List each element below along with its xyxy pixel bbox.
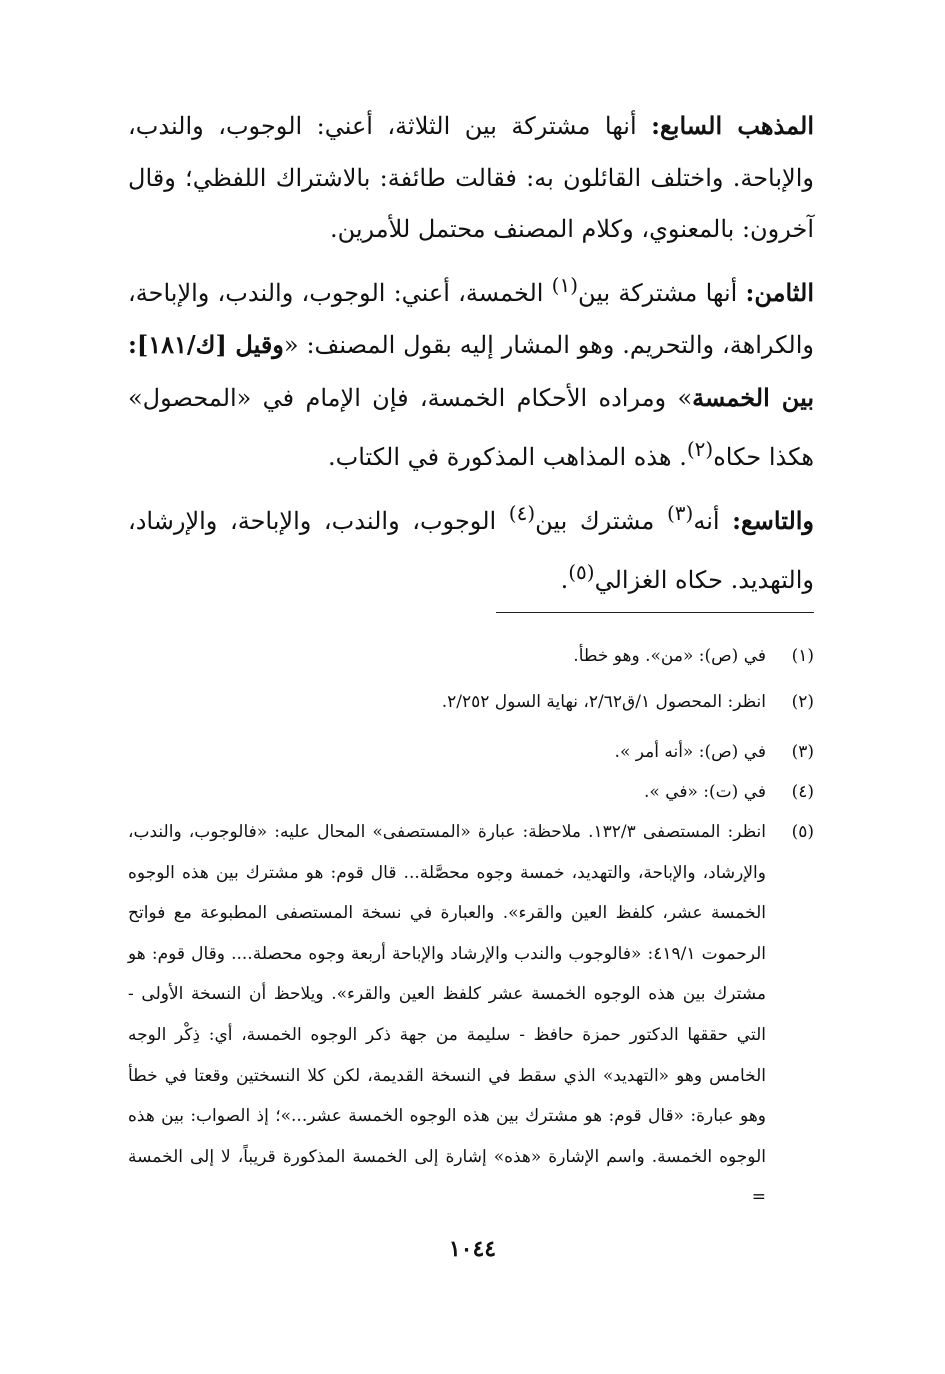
paragraph-text: مشترك بين: [535, 506, 667, 535]
footnote-ref-4: (٤): [508, 500, 536, 525]
footnote-ref-3: (٣): [666, 500, 694, 525]
footnote-ref-2: (٢): [686, 437, 714, 461]
main-text: [128, 100, 814, 611]
footnotes: [128, 636, 814, 1218]
paragraph-text: .: [560, 566, 569, 594]
paragraph-text: أنها مشتركة بين الثلاثة، أعني: الوجوب، والندب، والإباحة. واختلف القائلون به: فقالت طائفة: بالاشتراك اللفظي؛ وقال آخرون: بالمعنوي، وكلام المصنف محتمل للأمرين.: [128, 112, 814, 243]
page-number: ١٠٤٤: [448, 1236, 497, 1262]
footnote-number: (٢): [791, 692, 814, 712]
paragraph-text: أنها مشتركة بين: [578, 278, 746, 307]
footnote-separator: [496, 612, 814, 613]
paragraph-text: » ومراده الأحكام الخمسة، فإن الإمام في «المحصول» هكذا حكاه: [128, 383, 814, 471]
footnote-text: انظر: المحصول ١/ق٢/٦٢، نهاية السول ٢/٢٥٢.: [441, 692, 766, 712]
paragraph-text: . هذه المذاهب المذكورة في الكتاب.: [327, 443, 687, 471]
footnote-number: (٣): [791, 742, 814, 762]
footnote-1: [128, 636, 814, 676]
heading-ninth: والتاسع:: [732, 505, 815, 535]
paragraph-text: الوجوب، والندب، والإباحة، والإرشاد، والتهديد. حكاه الغزالي: [128, 506, 814, 594]
footnote-5: [128, 812, 814, 1218]
quoted-matn: وقيل [ك/١٨١]: بين الخمسة: [128, 330, 814, 412]
footnote-text: في (ص): «أنه أمر ».: [614, 742, 766, 762]
paragraph-text: أنه: [693, 506, 733, 535]
footnote-number: (٥): [791, 822, 814, 842]
footnote-4: [128, 772, 814, 812]
paragraph-eighth-school: [128, 260, 814, 484]
footnote-text: في (ص): «من». وهو خطأ.: [573, 646, 766, 666]
paragraph-ninth-school: [128, 488, 814, 607]
footnote-number: (٤): [791, 782, 814, 802]
footnote-ref-5: (٥): [568, 560, 595, 584]
footnote-ref-1: (١): [551, 272, 578, 297]
footnote-text: في (ت): «في ».: [643, 782, 766, 802]
footnote-3: [128, 732, 814, 772]
heading-eighth: الثامن:: [745, 277, 814, 307]
footnote-number: (١): [791, 646, 814, 666]
heading-seventh: المذهب السابع:: [651, 111, 815, 140]
paragraph-text: الخمسة، أعني: الوجوب، والندب، والإباحة، والكراهة، والتحريم. وهو المشار إليه بقول المصنف: «: [128, 278, 814, 359]
footnote-2: [128, 682, 814, 722]
footnote-text: انظر: المستصفى ١٣٢/٣. ملاحظة: عبارة «المستصفى» المحال عليه: «فالوجوب، والندب، والإرشاد، والإباحة، والتهديد، خمسة وجوه محصَّلة... قال قوم: هو مشترك بين هذه الوجوه الخمسة عشر، كلفظ العين والقرء». والعبارة في نسخة المستصفى المطبوعة مع فواتح الرحموت ٤١٩/١: «فالوجوب والندب والإرشاد والإباحة أربعة وجوه محصلة.... وقال قوم: هو مشترك بين هذه الوجوه الخمسة عشر كلفظ العين والقرء». ويلاحظ أن النسخة الأولى - التي حققها الدكتور حمزة حافظ - سليمة من جهة ذكر الوجوه الخمسة، أي: ذِكْر الوجه الخامس وهو «التهديد» الذي سقط في النسخة القديمة، لكن كلا النسختين وقعتا في خطأ وهو عبارة: «قال قوم: هو مشترك بين هذه الوجوه الخمسة عشر...»؛ إذ الصواب: بين هذه الوجوه الخمسة. واسم الإشارة «هذه» إشارة إلى الخمسة المذكورة قريباً، لا إلى الخمسة =: [128, 822, 767, 1208]
paragraph-seventh-school: [128, 100, 814, 256]
